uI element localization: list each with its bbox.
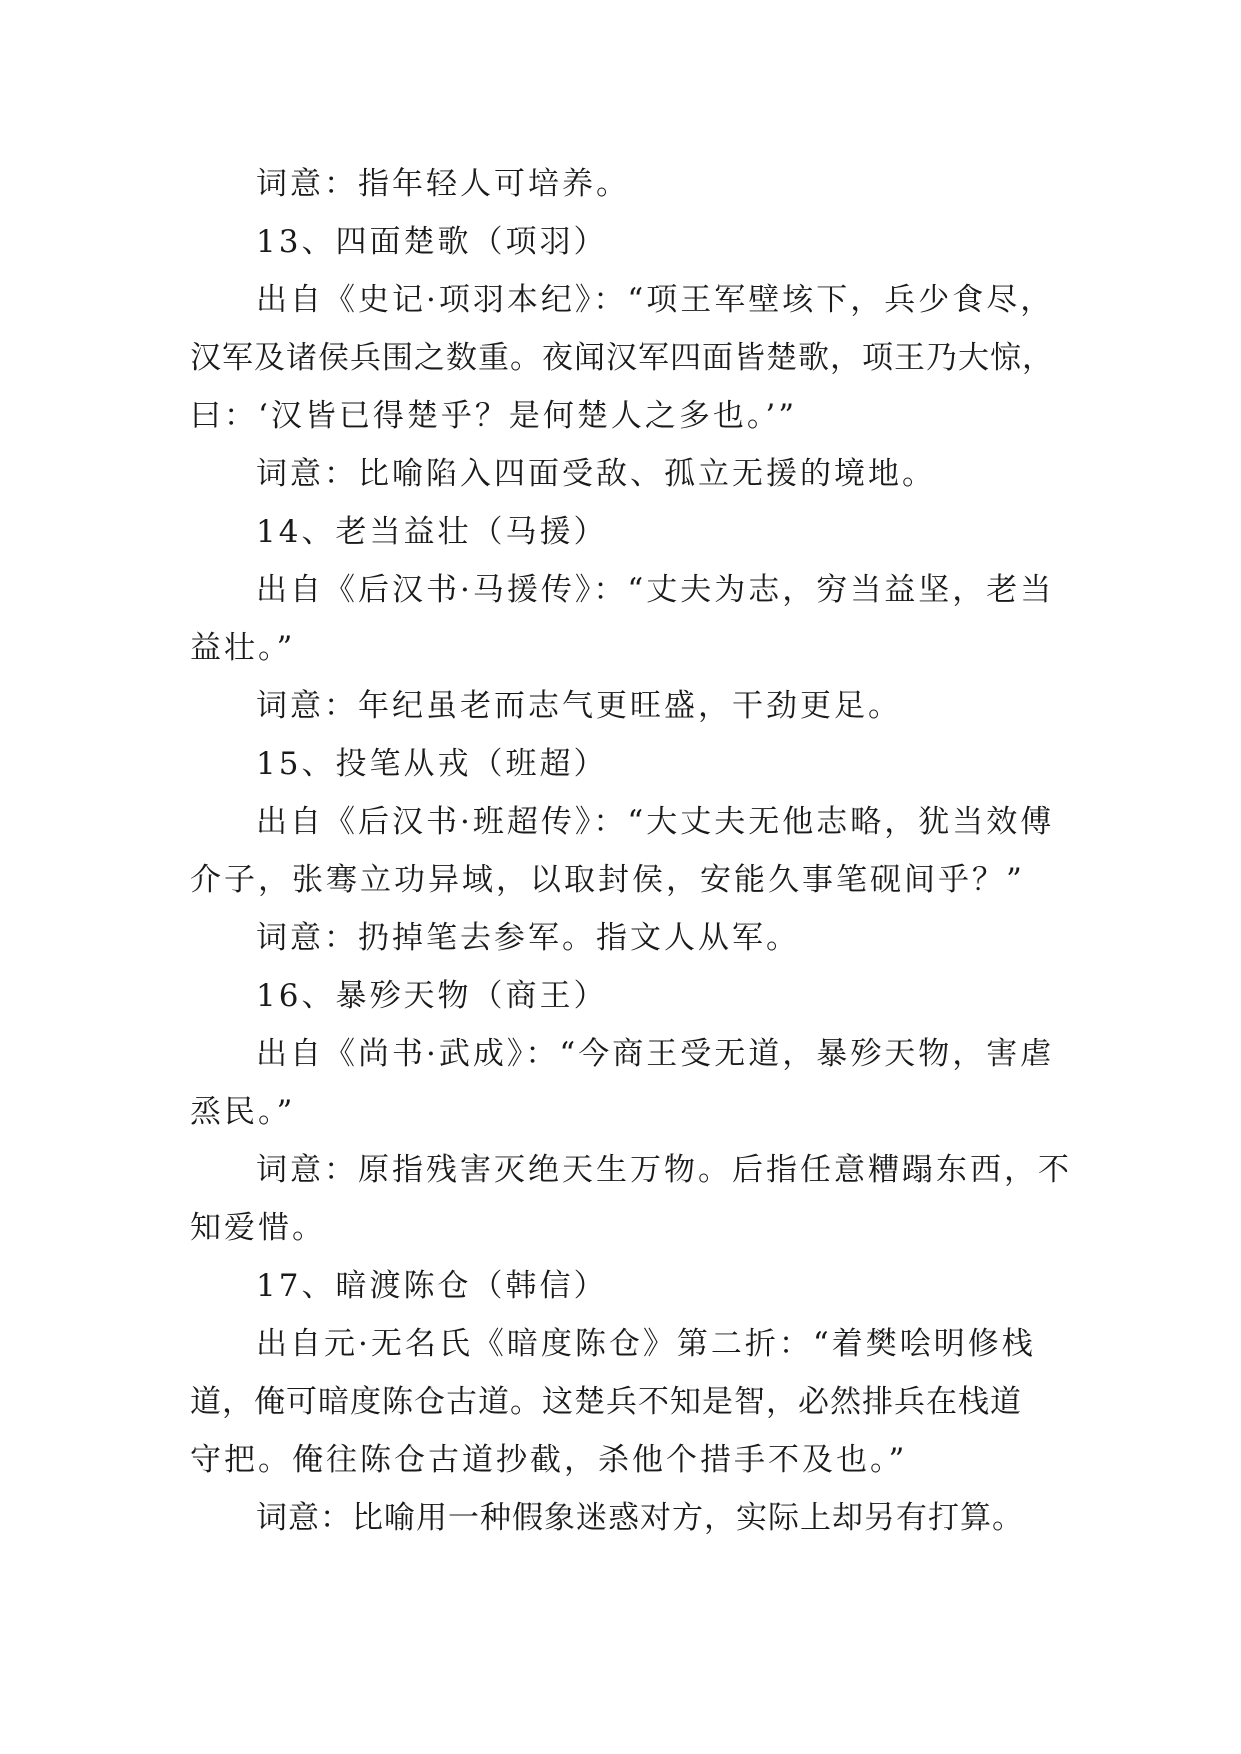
paragraph-source-15-line-1: 出自《后汉书·班超传》：“大丈夫无他志略，犹当效傅 [256, 804, 1055, 840]
paragraph-source-13-line-1: 出自《史记·项羽本纪》：“项王军壁垓下，兵少食尽， [256, 282, 1055, 318]
paragraph-meaning-15: 词意：扔掉笔去参军。指文人从军。 [256, 920, 800, 956]
heading-idiom-17: 17、暗渡陈仓（韩信） [256, 1268, 608, 1304]
heading-idiom-14: 14、老当益壮（马援） [256, 514, 608, 550]
paragraph-source-16-line-1: 出自《尚书·武成》：“今商王受无道，暴殄天物，害虐 [256, 1036, 1055, 1072]
paragraph-meaning-16-line-1: 词意：原指残害灭绝天生万物。后指任意糟蹋东西，不 [256, 1152, 1072, 1188]
heading-idiom-16: 16、暴殄天物（商王） [256, 978, 608, 1014]
paragraph-source-17-line-1: 出自元·无名氏《暗度陈仓》第二折：“着樊哙明修栈 [256, 1326, 1036, 1362]
document-body [190, 155, 1070, 1547]
paragraph-source-17-line-3: 守把。俺往陈仓古道抄截，杀他个措手不及也。” [190, 1442, 908, 1478]
paragraph-meaning-13: 词意：比喻陷入四面受敌、孤立无援的境地。 [256, 456, 936, 492]
paragraph-source-13-line-2: 汉军及诸侯兵围之数重。夜闻汉军四面皆楚歌，项王乃大惊， [190, 340, 1054, 376]
paragraph-source-13-line-3: 曰：‘汉皆已得楚乎？是何楚人之多也。’” [190, 398, 798, 434]
paragraph-source-17-line-2: 道，俺可暗度陈仓古道。这楚兵不知是智，必然排兵在栈道 [190, 1384, 1022, 1420]
paragraph-source-16-line-2: 烝民。” [190, 1094, 296, 1130]
paragraph-source-14-line-1: 出自《后汉书·马援传》：“丈夫为志，穷当益坚，老当 [256, 572, 1055, 608]
paragraph-meaning-16-line-2: 知爱惜。 [190, 1210, 326, 1246]
paragraph-meaning-12: 词意：指年轻人可培养。 [256, 166, 630, 202]
paragraph-source-14-line-2: 益壮。” [190, 630, 296, 666]
heading-idiom-15: 15、投笔从戎（班超） [256, 746, 608, 782]
heading-idiom-13: 13、四面楚歌（项羽） [256, 224, 608, 260]
paragraph-source-15-line-2: 介子，张骞立功异域，以取封侯，安能久事笔砚间乎？” [190, 862, 1025, 898]
paragraph-meaning-14: 词意：年纪虽老而志气更旺盛，干劲更足。 [256, 688, 902, 724]
paragraph-meaning-17: 词意：比喻用一种假象迷惑对方，实际上却另有打算。 [256, 1500, 1024, 1536]
